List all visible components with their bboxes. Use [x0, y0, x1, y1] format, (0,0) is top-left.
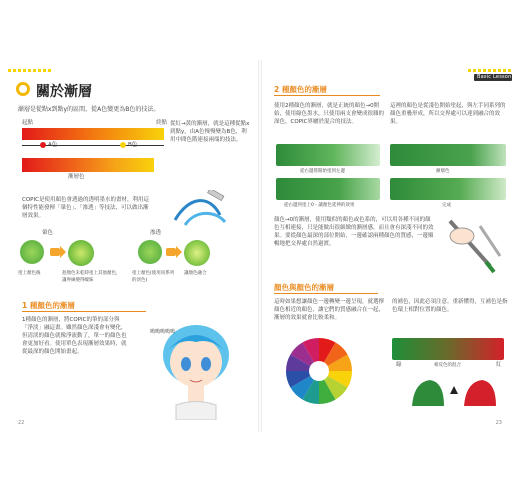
blob-2	[68, 240, 94, 266]
complement-text: 的補色，因此必須注意。重新懂得，互補色是指色環上相對位置的顏色。	[392, 299, 508, 313]
intro-text: 漸層是從點x到點y的區間，從A色變更為B色的技法。	[18, 106, 160, 113]
step-cap-3: 塗上顏色(使用同系列的淡色)	[132, 271, 175, 283]
label-a: A色	[48, 142, 58, 148]
label-mixed: 相反色的混合	[434, 363, 461, 368]
basic-lesson-header: Basic Lesson	[474, 74, 512, 81]
blob-4	[184, 240, 210, 266]
title-ring-icon	[16, 82, 30, 96]
marker-a	[40, 142, 46, 148]
section-three-text: 這時如果想讓顏色一邊轉變一邊呈現，就選擇顏色相近的顏色，讓它們的質感融合在一起，漸層的效果就會比較柔和。	[274, 299, 385, 321]
hand-marker-illustration	[440, 216, 510, 276]
section-one-heading: 1 種顏色的漸層	[22, 301, 75, 310]
page-number-right: 23	[495, 420, 502, 426]
section-three-rule	[274, 293, 378, 294]
blob-3	[138, 240, 162, 264]
yellow-tab-right	[468, 69, 512, 72]
book-spread	[8, 60, 512, 432]
pen-illustration	[170, 190, 230, 230]
label-red: 紅	[496, 362, 502, 368]
characters-illustration	[404, 374, 504, 410]
green-bar-1	[276, 144, 380, 166]
section-two-rule	[274, 95, 380, 96]
green-cap-3: 從右邊到塗上0 - 讓顏色延伸的效果	[284, 203, 355, 208]
green-cap-4: 完成	[442, 203, 451, 208]
red-yellow-gradient	[22, 128, 164, 140]
left-page	[8, 60, 256, 432]
page-number-left: 22	[18, 420, 25, 426]
gutter	[258, 60, 262, 432]
blob-1	[20, 240, 44, 264]
green-cap-2: 漸層色	[436, 169, 450, 174]
green-bar-3	[276, 178, 380, 200]
yellow-tab	[8, 69, 52, 72]
section-two-text-b: 這裡的顏色是從淺色開始塗起，與左手同系列的顏色重疊形成，所以交界處可以達到融合的效果。	[390, 103, 506, 125]
step-cap-4: 讓顏色融合	[184, 271, 207, 276]
green-red-gradient	[392, 338, 504, 360]
marker-b	[120, 142, 126, 148]
speech-bubble: 嗚嗚嗚嗚嗚	[150, 329, 176, 335]
arrow-2	[166, 248, 176, 256]
label-b: B色	[128, 142, 138, 148]
gradient-sample-label: 漸層色	[68, 174, 85, 180]
section-three-heading: 顏色與顏色的漸層	[274, 283, 334, 292]
label-end: 終點	[156, 120, 168, 126]
color-wheel	[284, 336, 354, 406]
body-text: 顏色→0的漸層，使用類似的顏色或色系的，可以用各種不同的顏色互相連接，只是能做出很細緻的漸層感，而且會有深淺不同的效果。要從顏色最深的部位開始，一邊確認兩種顏色的質感，一邊順暢地把交界處自然過渡。	[274, 217, 434, 247]
green-bar-2	[390, 144, 506, 166]
label-start: 起點	[22, 120, 34, 126]
green-cap-1: 從右邊將開始塗到左邊	[300, 169, 345, 174]
section-two-text-a: 使用2種顏色的漸層，就是正統的顏色→0開始，使用綠色墨水，只使用兩支會變成很雜的深色，COPIC界屬於混合的技法。	[274, 103, 385, 125]
right-page	[264, 60, 512, 432]
section-one-rule	[22, 311, 146, 312]
step-label-bleed: 滲透	[150, 230, 162, 236]
page-title: 關於漸層	[36, 84, 92, 100]
step-cap-2: 趁顏色未乾時塗上其他顏色，讓界線變得曖昧	[62, 271, 121, 283]
copic-note: COPIC是使用顏色會透過的透明墨水的畫材，利用這個特性能發揮「暈色」、「滲透」等技法，可以做出漸層效果。	[22, 197, 149, 219]
step-cap-1: 塗上顏色後	[18, 271, 41, 276]
arrow-1	[50, 248, 60, 256]
section-two-heading: 2 種顏色的漸層	[274, 85, 327, 94]
green-bar-4	[390, 178, 506, 200]
girl-illustration	[138, 310, 248, 420]
gradient-sample-bar	[22, 158, 154, 172]
step-label-blur: 暈色	[42, 230, 54, 236]
section-one-text: 1種顏色的漸層，將COPIC的筆的部分與「淨淡」融這畫。雖然顏色深淺會有變化，但清淡的顏色就像淨流動了，單一的顏色也會更加好看。使用單色表現漸層效果時，就從最深的顏色開始畫起。	[22, 317, 127, 355]
label-green: 綠	[396, 362, 402, 368]
bar-caption: 從紅→黃的漸層，就是這種從點x到點y，由A色慢慢變為B色，利用中間色階連接兩端的技法。	[170, 121, 250, 143]
